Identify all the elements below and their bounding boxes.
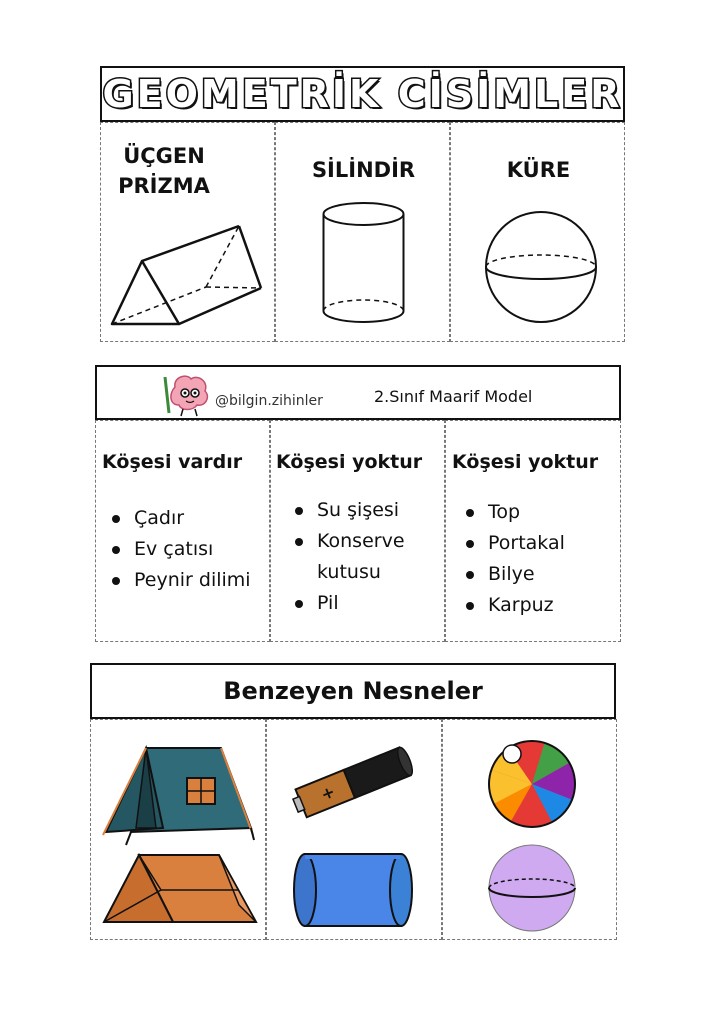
shape-cell-cylinder	[275, 122, 450, 342]
column-heading: Köşesi yoktur	[276, 451, 423, 473]
item-list	[110, 503, 270, 596]
page-title: GEOMETRİK CİSİMLER	[102, 72, 623, 116]
list-item: Su şişesi	[293, 495, 443, 526]
triangular-prism-drawing	[109, 221, 269, 331]
list-item: Pil	[293, 588, 443, 619]
shape-cell-sphere	[450, 122, 625, 342]
cylinder-drawing	[316, 201, 411, 329]
similar-objects-header	[90, 663, 616, 719]
similar-cell-prism	[90, 719, 266, 940]
list-item: Karpuz	[464, 590, 614, 621]
tent-icon	[101, 740, 256, 850]
similar-objects-title: Benzeyen Nesneler	[223, 677, 483, 705]
social-handle: @bilgin.zihinler	[215, 393, 323, 409]
title-banner	[100, 66, 625, 122]
prism-shape-icon	[101, 850, 261, 930]
battery-icon	[289, 742, 419, 822]
column-heading: Köşesi vardır	[102, 451, 243, 473]
list-item: Top	[464, 497, 614, 528]
beach-ball-icon	[486, 738, 578, 830]
item-list	[293, 495, 443, 619]
curriculum-label: 2.Sınıf Maarif Model	[374, 387, 533, 406]
column-no-corners-1	[270, 420, 445, 642]
cylinder-shape-icon	[291, 850, 419, 930]
item-list	[464, 497, 614, 621]
shape-label-prism: ÜÇGEN PRİZMA	[118, 144, 210, 198]
shape-label-sphere: KÜRE	[506, 158, 571, 182]
column-heading: Köşesi yoktur	[452, 451, 599, 473]
similar-cell-cylinder	[266, 719, 442, 940]
battery-plus-sign: +	[318, 781, 338, 805]
similar-cell-sphere	[442, 719, 617, 940]
column-has-corners	[95, 420, 270, 642]
list-item: Konserve kutusu	[293, 526, 443, 588]
sphere-shape-icon	[486, 842, 578, 934]
list-item: Portakal	[464, 528, 614, 559]
list-item: Çadır	[110, 503, 270, 534]
list-item: Peynir dilimi	[110, 565, 270, 596]
column-no-corners-2	[445, 420, 621, 642]
list-item: Ev çatısı	[110, 534, 270, 565]
info-header	[95, 365, 621, 420]
shape-cell-prism	[100, 122, 275, 342]
shape-label-cylinder: SİLİNDİR	[311, 158, 416, 182]
list-item: Bilye	[464, 559, 614, 590]
brain-mascot-icon	[159, 373, 211, 417]
sphere-drawing	[481, 207, 601, 327]
